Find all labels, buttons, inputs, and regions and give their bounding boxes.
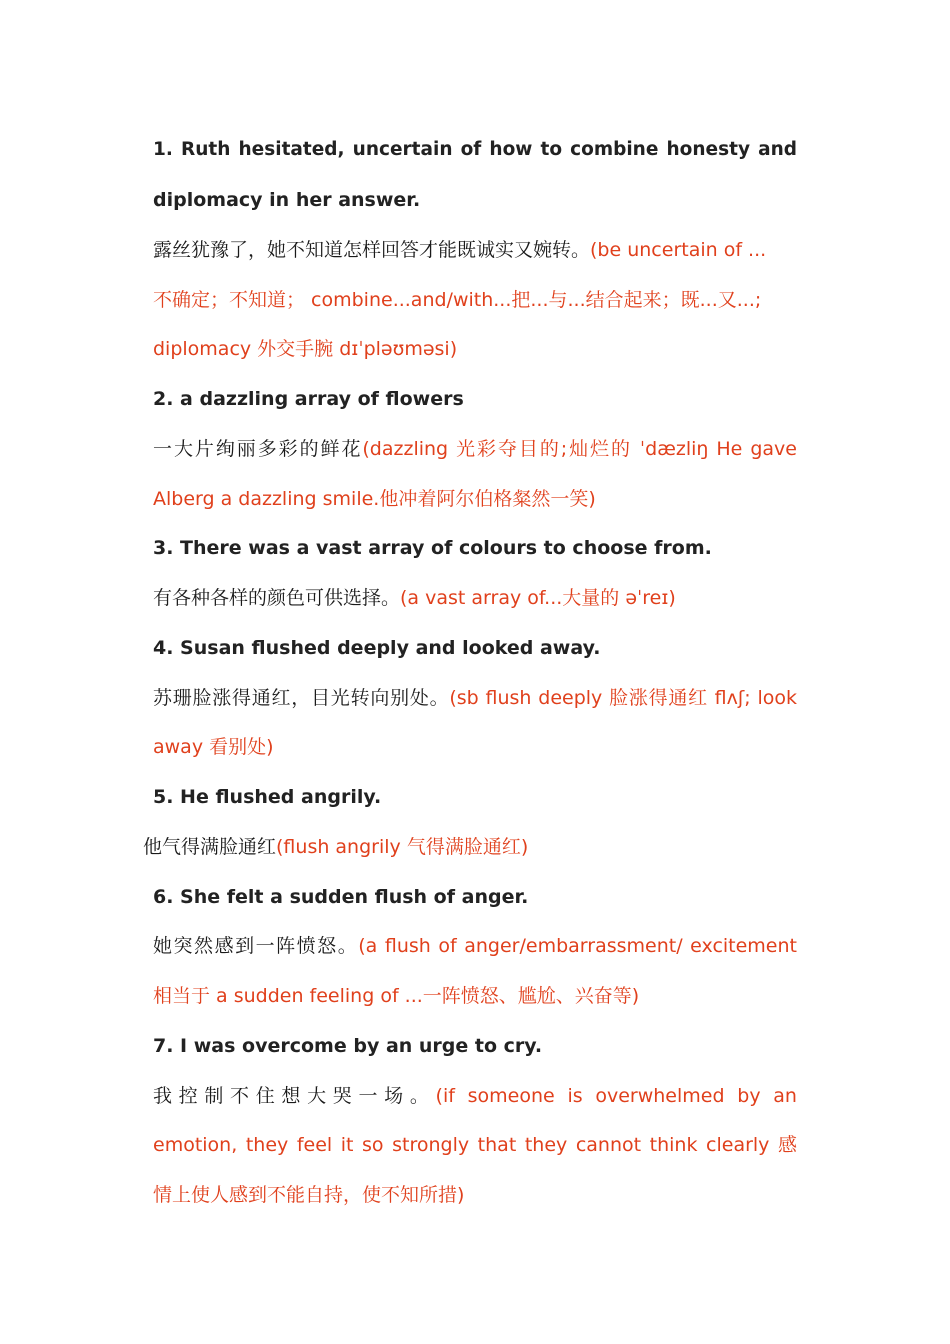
sentence-2: 2. a dazzling array of flowers <box>153 388 464 410</box>
sentence-1-line-1: 1. Ruth hesitated, uncertain of how to combine honesty and <box>153 139 797 160</box>
note-1-line-1: (be uncertain of ... <box>590 239 767 261</box>
note-6-line-2: 相当于 a sudden feeling of ...一阵愤怒、尴尬、兴奋等) <box>153 985 640 1007</box>
note-2-line-1: (dazzling 光彩夺目的;灿烂的 ˈdæzliŋ He gave <box>362 438 797 460</box>
note-7-line-3: 情上使人感到不能自持，使不知所措) <box>153 1184 465 1206</box>
translation-5-line <box>143 827 787 867</box>
note-3-line-1: (a vast array of...大量的 əˈreɪ) <box>400 587 676 609</box>
note-4-line-1: (sb flush deeply 脸涨得通红 flʌʃ; look <box>449 687 797 709</box>
translation-3-line <box>153 578 797 618</box>
translation-7-line <box>153 1076 797 1116</box>
translation-6-line <box>153 926 797 966</box>
sentence-6: 6. She felt a sudden flush of anger. <box>153 886 529 908</box>
note-1-line-3: diplomacy 外交手腕 dɪˈpləʊməsi) <box>153 338 458 360</box>
note-2-line-2: Alberg a dazzling smile.他冲着阿尔伯格粲然一笑) <box>153 488 596 510</box>
translation-2-line <box>153 429 797 469</box>
translation-4: 苏珊脸涨得通红，目光转向别处。 <box>153 687 450 709</box>
translation-3: 有各种各样的颜色可供选择。 <box>153 587 401 609</box>
translation-7: 我控制不住想大哭一场。 <box>153 1085 436 1107</box>
translation-2: 一大片绚丽多彩的鲜花 <box>153 438 363 460</box>
note-6-line-1: (a flush of anger/embarrassment/ excitement <box>358 935 797 957</box>
translation-4-line <box>153 678 797 718</box>
translation-1: 露丝犹豫了，她不知道怎样回答才能既诚实又婉转。 <box>153 239 591 261</box>
sentence-1-line-2: diplomacy in her answer. <box>153 189 421 211</box>
sentence-3: 3. There was a vast array of colours to choose from. <box>153 537 712 559</box>
sentence-4: 4. Susan flushed deeply and looked away. <box>153 637 601 659</box>
translation-6: 她突然感到一阵愤怒。 <box>153 935 359 957</box>
translation-5: 他气得满脸通红 <box>143 836 277 858</box>
note-1-line-2: 不确定；不知道； combine...and/with...把...与...结合起来；既...又...; <box>153 289 762 311</box>
note-7-line-1: (if someone is overwhelmed by an <box>435 1085 797 1107</box>
sentence-7: 7. I was overcome by an urge to cry. <box>153 1035 543 1057</box>
note-7-line-2: emotion, they feel it so strongly that they cannot think clearly 感 <box>153 1134 797 1156</box>
note-4-line-2: away 看别处) <box>153 736 274 758</box>
note-5-line-1: (flush angrily 气得满脸通红) <box>276 836 529 858</box>
sentence-5: 5. He flushed angrily. <box>153 786 382 808</box>
translation-1-line <box>153 230 797 270</box>
